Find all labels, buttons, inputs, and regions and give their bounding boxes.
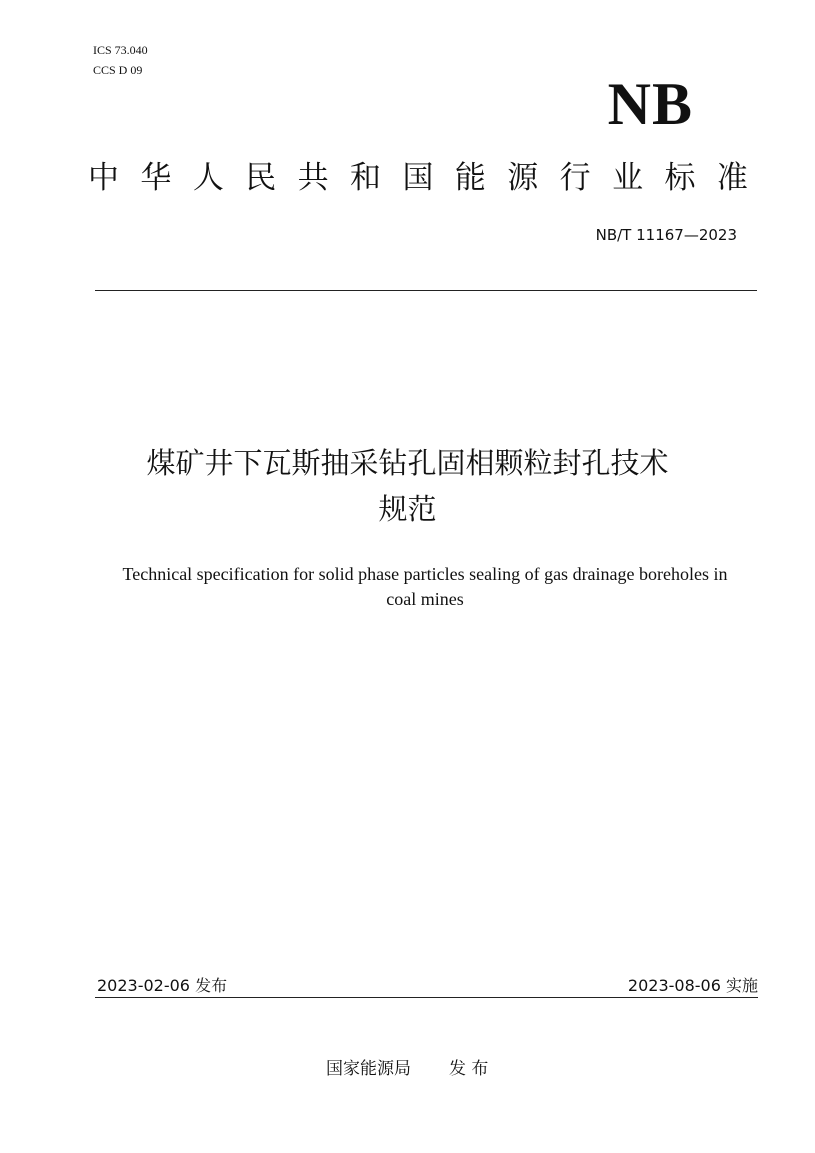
category-char: 共	[297, 160, 329, 196]
category-char: 华	[140, 160, 172, 196]
standard-number: NB/T 11167—2023	[595, 226, 737, 244]
category-char: 行	[559, 160, 591, 196]
title-chinese-line1: 煤矿井下瓦斯抽采钻孔固相颗粒封孔技术	[146, 446, 669, 480]
ccs-code: CCS D 09	[93, 63, 143, 77]
category-char: 民	[245, 160, 277, 196]
title-chinese	[60, 440, 755, 532]
category-char: 能	[454, 160, 486, 196]
category-char: 人	[192, 160, 224, 196]
title-english-line2: coal mines	[386, 589, 464, 609]
category-char: 中	[88, 160, 119, 196]
title-english-line1: Technical specification for solid phase particles sealing of gas drainage boreholes in	[122, 564, 728, 584]
standard-category	[88, 158, 748, 198]
title-chinese-line2: 规范	[378, 492, 437, 526]
classification-codes	[93, 40, 148, 80]
category-char: 国	[402, 160, 434, 196]
issuer	[326, 1054, 488, 1079]
implementation-date: 2023-08-06 实施	[627, 976, 758, 995]
ics-code: ICS 73.040	[93, 43, 148, 57]
category-char: 标	[664, 160, 696, 196]
issuer-action: 发 布	[449, 1059, 489, 1079]
top-divider	[95, 290, 757, 291]
category-char: 和	[350, 160, 382, 196]
category-char: 准	[716, 160, 748, 196]
issuer-name: 国家能源局	[326, 1059, 411, 1079]
title-english	[90, 562, 760, 612]
category-char: 源	[507, 160, 539, 196]
category-char: 业	[612, 160, 644, 196]
bottom-divider	[95, 997, 758, 998]
issue-date: 2023-02-06 发布	[97, 976, 228, 995]
nb-logo: NB	[607, 71, 693, 137]
